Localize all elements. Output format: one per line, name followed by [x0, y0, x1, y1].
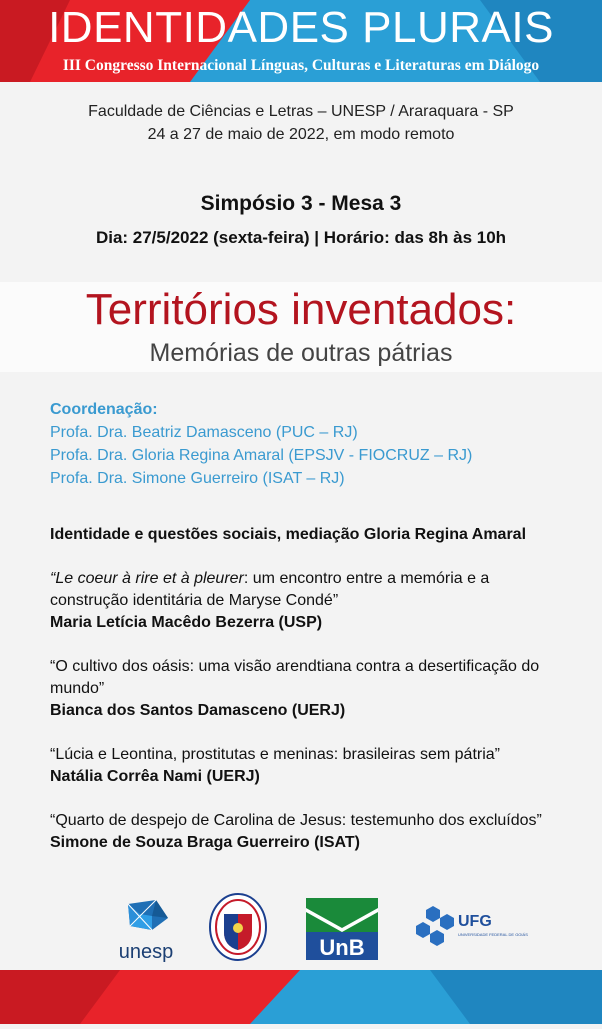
- logos-row: [0, 890, 602, 964]
- congress-title: IDENTIDADES PLURAIS: [48, 3, 554, 52]
- talk-title-italic: “Le coeur à rire et à pleurer: [50, 570, 244, 587]
- ufg-subtext: UNIVERSIDADE FEDERAL DE GOIÁS: [458, 932, 528, 937]
- talk-item: [50, 568, 570, 634]
- program-content: [50, 524, 570, 876]
- theme-subtitle: Memórias de outras pátrias: [149, 339, 453, 367]
- theme-title: Territórios inventados:: [85, 285, 517, 334]
- date-line: 24 a 27 de maio de 2022, em modo remoto: [147, 126, 455, 143]
- unb-logo: [306, 898, 378, 960]
- talk-title: “Quarto de despejo de Carolina de Jesus: testemunho dos excluídos”: [50, 812, 542, 829]
- talk-title-rest: : um encontro entre a memória e a construção identitária de Maryse Condé”: [50, 570, 490, 609]
- coordination-heading: Coordenação:: [50, 401, 158, 418]
- section-title: Identidade e questões sociais, mediação Gloria Regina Amaral: [50, 526, 527, 543]
- unesp-logo: [112, 896, 180, 962]
- congress-subtitle: III Congresso Internacional Línguas, Culturas e Literaturas em Diálogo: [62, 57, 540, 74]
- ufg-logo: [416, 904, 528, 950]
- talk-author: Bianca dos Santos Damasceno (UERJ): [50, 702, 346, 719]
- talk-title: [50, 568, 570, 612]
- session-title: Simpósio 3 - Mesa 3: [200, 192, 402, 215]
- coordinator-name: Profa. Dra. Simone Guerreiro (ISAT – RJ): [50, 470, 345, 487]
- coordinator-name: Profa. Dra. Gloria Regina Amaral (EPSJV - FIOCRUZ – RJ): [50, 447, 473, 464]
- talk-author: Natália Corrêa Nami (UERJ): [50, 768, 260, 785]
- footer-banner: [0, 970, 602, 1024]
- talk-item: [50, 656, 570, 722]
- venue-info: [0, 100, 602, 146]
- header-banner: [0, 0, 602, 82]
- venue-line: Faculdade de Ciências e Letras – UNESP / Araraquara - SP: [88, 103, 514, 120]
- unesp-wordmark: unesp: [118, 941, 174, 963]
- coordinator-name: Profa. Dra. Beatriz Damasceno (PUC – RJ): [50, 424, 358, 441]
- ufg-wordmark: UFG: [458, 913, 492, 930]
- coordination-block: [50, 398, 472, 490]
- talk-author: Maria Letícia Macêdo Bezerra (USP): [50, 614, 323, 631]
- talk-item: [50, 810, 570, 854]
- talk-title: “Lúcia e Leontina, prostitutas e meninas: brasileiras sem pátria”: [50, 746, 500, 763]
- university-seal-logo: [208, 892, 268, 962]
- talk-title: “O cultivo dos oásis: uma visão arendtiana contra a desertificação do mundo”: [50, 658, 540, 697]
- session-schedule: Dia: 27/5/2022 (sexta-feira) | Horário: das 8h às 10h: [95, 228, 507, 247]
- talk-author: Simone de Souza Braga Guerreiro (ISAT): [50, 834, 360, 851]
- talk-item: [50, 744, 570, 788]
- unb-wordmark: UnB: [319, 935, 365, 960]
- footer-background: [0, 970, 602, 1024]
